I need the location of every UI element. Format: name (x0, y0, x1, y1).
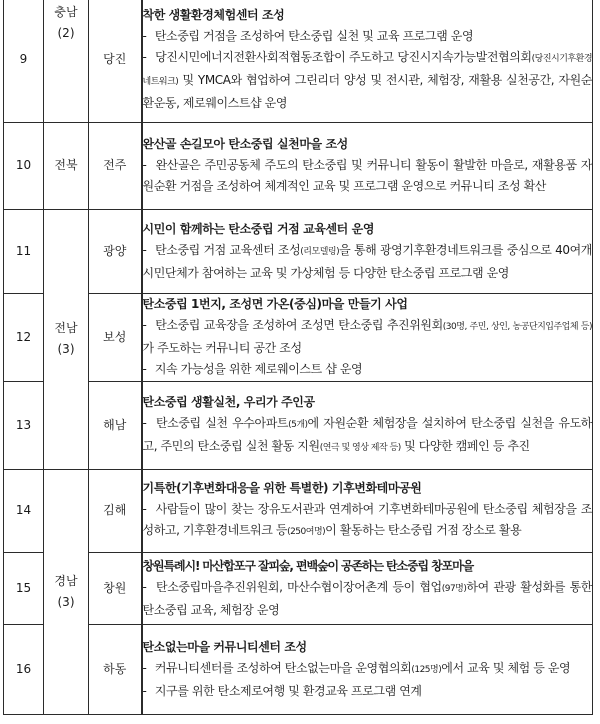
table-row (4, 0, 593, 122)
table-row (4, 122, 593, 209)
description-cell (142, 122, 593, 209)
item-text: 에 자원순환 체험장을 설치하여 탄소중립 실천을 유도하고, 주민의 탄소중립 실천 활동 지원 (142, 415, 593, 453)
project-title: 탄소없는마을 커뮤니티센터 조성 (142, 639, 307, 654)
item-text: 지속 가능성을 위한 제로웨이스트 샵 운영 (154, 362, 363, 376)
table-row (4, 552, 593, 624)
city-cell: 광양 (89, 209, 142, 293)
description-item (143, 359, 593, 380)
region-cell (44, 209, 89, 469)
region-cell (44, 0, 89, 122)
bullet-dash: - (142, 415, 147, 430)
item-text: 및 다양한 캠페인 등 추진 (400, 438, 530, 453)
description-cell (142, 381, 593, 469)
item-text: 을 통해 광영기후환경네트워크를 중심으로 40여개 시민단체가 참여하는 교육 및 가상체험 등 다양한 탄소중립 프로그램 운영 (142, 242, 592, 280)
city-cell: 보성 (89, 293, 142, 381)
city-cell: 해남 (89, 381, 142, 469)
item-text: 가 주도하는 커뮤니티 공간 조성 (142, 341, 302, 355)
description-item (143, 658, 593, 681)
item-note: (250여명) (287, 527, 326, 537)
project-title: 완산골 손길모아 탄소중립 실천마을 조성 (142, 137, 348, 151)
item-text: 하여 관광 활성화를 통한 탄소중립 교육, 체험장 운영 (142, 579, 592, 617)
item-note: (30명, 주민, 상인, 농공단지입주업체 등) (442, 322, 593, 332)
project-title: 기특한(기후변화대응을 위한 특별한) 기후변화테마공원 (142, 481, 422, 495)
item-text: 사람들이 많이 찾는 장유도서관과 연계하여 기후변화테마공원에 탄소중립 체험장을 조성하고, 기후환경네트워크 등 (142, 502, 592, 537)
description-item (143, 499, 593, 543)
item-text: 탄소중립 거점을 조성하여 탄소중립 실천 및 교육 프로그램 운영 (154, 29, 474, 44)
item-text: 탄소중립 거점 교육센터 조성 (155, 242, 301, 257)
project-title: 시민이 함께하는 탄소중립 거점 교육센터 운영 (142, 221, 375, 236)
row-number: 12 (4, 293, 44, 381)
row-number: 13 (4, 381, 44, 469)
table-row (4, 209, 593, 293)
item-text: 에서 교육 및 체험 등 운영 (441, 660, 571, 675)
bullet-dash: - (142, 158, 147, 172)
description-cell (142, 469, 593, 552)
row-number: 14 (4, 469, 44, 552)
row-number: 16 (4, 624, 44, 714)
item-text: 이 활동하는 탄소중립 거점 장소로 활용 (325, 523, 522, 537)
item-note: (리모델링) (300, 246, 340, 257)
description-cell (142, 624, 593, 714)
table-row (4, 469, 593, 552)
item-note: (연극 및 영상 제작 등) (319, 442, 401, 453)
item-note: (5개) (288, 419, 308, 430)
project-title: 탄소중립 1번지, 조성면 가온(중심)마을 만들기 사업 (142, 297, 408, 311)
project-table (3, 0, 593, 715)
item-text: 및 YMCA와 협업하여 그린리더 양성 및 전시관, 체험장, 재활용 실천공간, 자원순환운동, 제로웨이스트샵 운영 (142, 73, 592, 111)
description-item (143, 681, 593, 702)
project-title: 착한 생활환경체험센터 조성 (142, 8, 285, 23)
description-item (143, 155, 593, 197)
description-item (143, 240, 593, 284)
region-count: (3) (57, 594, 75, 609)
city-cell: 하동 (89, 624, 142, 714)
bullet-dash: - (142, 362, 147, 376)
project-title: 창원특례시! 마산합포구 잘피숲, 편백숲이 공존하는 탄소중립 창포마을 (142, 558, 474, 573)
region-count: (3) (57, 342, 75, 356)
description-cell (142, 552, 593, 624)
region-cell: 전북 (44, 122, 89, 209)
description-cell (142, 209, 593, 293)
region-name: 충남 (54, 5, 78, 19)
description-cell (142, 293, 593, 381)
region-count: (2) (57, 26, 75, 40)
item-text: 지구를 위한 탄소제로여행 및 환경교육 프로그램 연계 (154, 683, 422, 698)
item-note: (당진시기후환경네트워크) (142, 54, 593, 88)
bullet-dash: - (142, 660, 147, 675)
description-item (143, 413, 593, 459)
item-text: 당진시민에너지전환사회적협동조합이 주도하고 당진시지속가능발전협의회 (155, 50, 532, 65)
item-text: 탄소중립마을추진위원회, 마산수협이장어촌계 등이 협업 (156, 579, 442, 594)
table-row (4, 381, 593, 469)
bullet-dash: - (142, 318, 147, 332)
row-number: 15 (4, 552, 44, 624)
description-item (143, 26, 593, 47)
region-name: 경남 (54, 573, 78, 588)
row-number: 10 (4, 122, 44, 209)
region-name: 전남 (54, 321, 78, 335)
table-row (4, 293, 593, 381)
bullet-dash: - (142, 29, 147, 44)
bullet-dash: - (142, 502, 147, 516)
city-cell: 김해 (89, 469, 142, 552)
item-text: 완산골은 주민공동체 주도의 탄소중립 및 커뮤니티 활동이 활발한 마을로, 재활용품 자원순환 거점을 조성하여 체계적인 교육 및 프로그램 운영으로 커뮤니티 조성 확산 (142, 158, 592, 193)
bullet-dash: - (142, 683, 147, 698)
city-cell: 창원 (89, 552, 142, 624)
project-title: 탄소중립 생활실천, 우리가 주인공 (142, 394, 315, 409)
bullet-dash: - (142, 50, 147, 65)
table-row (4, 624, 593, 714)
bullet-dash: - (142, 579, 147, 594)
region-cell (44, 469, 89, 714)
city-cell: 전주 (89, 122, 142, 209)
item-text: 탄소중립 교육장을 조성하여 조성면 탄소중립 추진위원회 (155, 318, 443, 332)
item-text: 탄소중립 실천 우수아파트 (155, 415, 289, 430)
item-note: (97명) (441, 583, 467, 594)
city-cell: 당진 (89, 0, 142, 122)
row-number: 11 (4, 209, 44, 293)
description-cell (142, 0, 593, 122)
row-number: 9 (4, 0, 44, 122)
bullet-dash: - (142, 242, 147, 257)
item-text: 커뮤니티센터를 조성하여 탄소없는마을 운영협의회 (154, 660, 412, 675)
description-item (143, 577, 593, 621)
item-note: (125명) (411, 664, 442, 675)
description-item (143, 47, 593, 114)
description-item (143, 315, 593, 359)
